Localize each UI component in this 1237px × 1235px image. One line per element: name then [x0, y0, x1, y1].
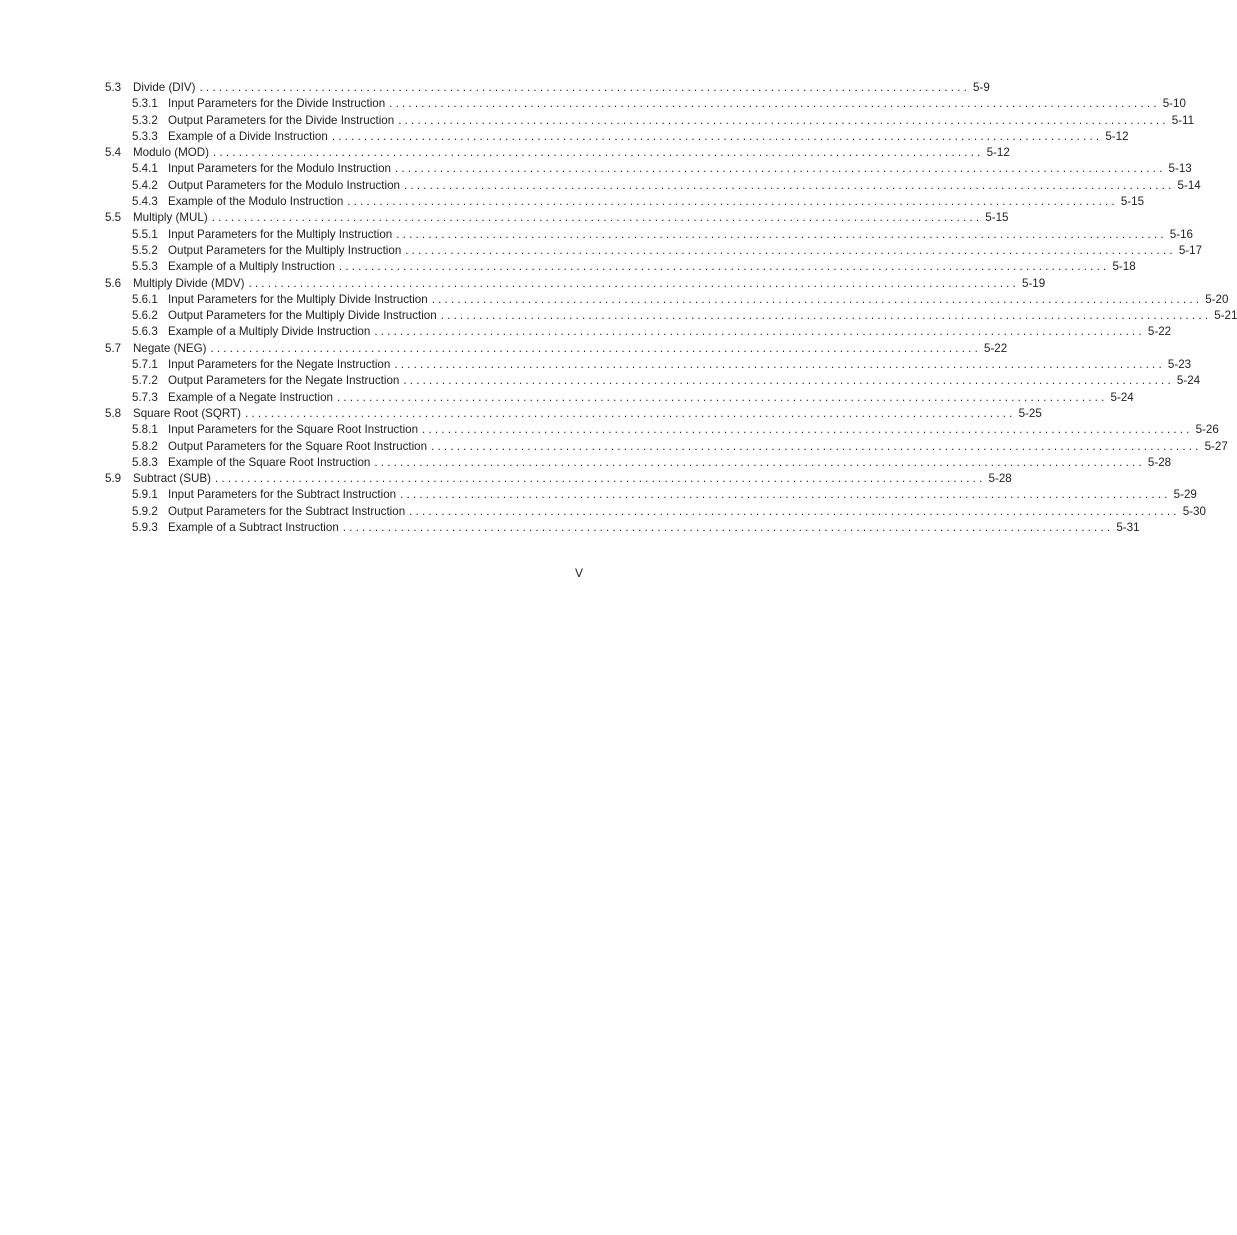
- toc-entry-5-8-3[interactable]: [105, 455, 1172, 471]
- toc-entry-page: 5-21: [1214, 309, 1237, 323]
- toc-entry-5-5[interactable]: [105, 210, 1009, 226]
- toc-entry-title: Example of a Multiply Instruction: [168, 260, 335, 274]
- toc-entry-page: 5-10: [1162, 97, 1186, 111]
- toc-entry-title: Square Root (SQRT): [133, 406, 242, 420]
- toc-entry-page: 5-18: [1112, 260, 1136, 274]
- toc-entry-number: 5.3.3: [132, 129, 158, 143]
- toc-entry-page: 5-13: [1168, 162, 1192, 176]
- toc-entry-5-9-1[interactable]: [105, 487, 1197, 503]
- dot-leader: ........................................................................................................................: [199, 81, 971, 94]
- toc-entry-number: 5.4.3: [132, 195, 158, 209]
- toc-entry-title: Input Parameters for the Modulo Instruction: [168, 162, 391, 176]
- toc-entry-page: 5-20: [1205, 292, 1229, 306]
- toc-entry-number: 5.8.2: [132, 439, 158, 453]
- toc-entry-5-4-3[interactable]: [105, 194, 1145, 210]
- dot-leader: ........................................................................................................................: [400, 488, 1171, 502]
- toc-entry-5-3[interactable]: [105, 80, 990, 96]
- toc-entry-5-5-3[interactable]: [105, 259, 1136, 275]
- toc-entry-page: 5-12: [986, 146, 1010, 160]
- toc-entry-page: 5-27: [1204, 439, 1228, 453]
- dot-leader: ........................................................................................................................: [374, 325, 1145, 339]
- toc-entry-number: 5.7.3: [132, 390, 158, 404]
- toc-entry-number: 5.7.1: [132, 358, 158, 372]
- toc-entry-page: 5-26: [1195, 423, 1219, 437]
- toc-entry-page: 5-22: [1147, 325, 1172, 339]
- toc-entry-number: 5.4.1: [132, 162, 158, 176]
- toc-entry-5-6-2[interactable]: [105, 308, 1237, 324]
- toc-entry-page: 5-29: [1173, 488, 1197, 502]
- toc-entry-number: 5.9.2: [132, 504, 158, 518]
- dot-leader: ........................................................................................................................: [245, 406, 1016, 420]
- toc-entry-title: Example of a Divide Instruction: [168, 129, 328, 143]
- dot-leader: ........................................................................................................................: [405, 243, 1176, 257]
- table-of-contents: [105, 80, 1237, 536]
- dot-leader: ........................................................................................................................: [431, 292, 1203, 306]
- toc-entry-title: Modulo (MOD): [133, 146, 210, 160]
- toc-entry-number: 5.9: [105, 472, 122, 486]
- toc-entry-title: Example of a Multiply Divide Instruction: [168, 325, 371, 339]
- toc-entry-page: 5-31: [1116, 521, 1140, 535]
- toc-entry-title: Multiply Divide (MDV): [133, 276, 245, 290]
- toc-entry-5-4-2[interactable]: [105, 178, 1201, 194]
- toc-entry-title: Negate (NEG): [133, 341, 207, 355]
- dot-leader: ........................................................................................................................: [431, 439, 1202, 453]
- toc-entry-page: 5-15: [1120, 195, 1145, 209]
- page-number: V: [575, 566, 584, 580]
- toc-entry-number: 5.5.2: [132, 243, 158, 257]
- toc-entry-title: Output Parameters for the Square Root Instruction: [168, 439, 428, 453]
- toc-entry-page: 5-9: [973, 81, 990, 94]
- toc-entry-number: 5.4: [105, 146, 122, 160]
- toc-entry-title: Example of a Negate Instruction: [168, 390, 333, 404]
- toc-entry-number: 5.8.1: [132, 423, 158, 437]
- dot-leader: ........................................................................................................................: [211, 211, 983, 225]
- dot-leader: ........................................................................................................................: [331, 129, 1103, 143]
- toc-entry-number: 5.5.1: [132, 227, 158, 241]
- toc-entry-5-6[interactable]: [105, 276, 1046, 292]
- toc-entry-5-9-2[interactable]: [105, 504, 1206, 520]
- dot-leader: ........................................................................................................................: [213, 146, 984, 160]
- dot-leader: ........................................................................................................................: [347, 195, 1118, 209]
- dot-leader: ........................................................................................................................: [342, 521, 1114, 535]
- toc-entry-5-7-2[interactable]: [105, 373, 1201, 389]
- toc-entry-title: Example of a Subtract Instruction: [168, 521, 339, 535]
- toc-entry-number: 5.5.3: [132, 260, 158, 274]
- toc-entry-page: 5-24: [1176, 374, 1201, 388]
- toc-entry-page: 5-15: [985, 211, 1009, 225]
- toc-entry-page: 5-28: [988, 472, 1012, 486]
- toc-entry-number: 5.7.2: [132, 374, 158, 388]
- toc-entry-number: 5.8.3: [132, 455, 158, 469]
- toc-entry-number: 5.7: [105, 341, 122, 355]
- dot-leader: ........................................................................................................................: [338, 260, 1110, 274]
- toc-entry-page: 5-12: [1105, 129, 1129, 143]
- toc-entry-page: 5-22: [984, 341, 1008, 355]
- toc-entry-title: Output Parameters for the Subtract Instruction: [168, 504, 406, 518]
- toc-entry-number: 5.6.2: [132, 309, 158, 323]
- toc-entry-title: Output Parameters for the Multiply Divide Instruction: [168, 309, 437, 323]
- toc-entry-5-4[interactable]: [105, 145, 1010, 161]
- toc-entry-title: Output Parameters for the Divide Instruction: [168, 113, 395, 127]
- toc-entry-5-4-1[interactable]: [105, 161, 1192, 177]
- toc-entry-number: 5.6.3: [132, 325, 158, 339]
- dot-leader: ........................................................................................................................: [404, 178, 1175, 192]
- dot-leader: ........................................................................................................................: [422, 423, 1193, 437]
- toc-entry-title: Example of the Square Root Instruction: [168, 455, 371, 469]
- toc-entry-5-5-1[interactable]: [105, 227, 1194, 243]
- dot-leader: ........................................................................................................................: [403, 374, 1174, 388]
- toc-entry-title: Input Parameters for the Square Root Instruction: [168, 423, 419, 437]
- toc-entry-5-5-2[interactable]: [105, 243, 1203, 259]
- toc-entry-5-7-1[interactable]: [105, 357, 1192, 373]
- toc-entry-title: Divide (DIV): [133, 81, 196, 94]
- toc-entry-5-9-3[interactable]: [105, 520, 1140, 536]
- toc-entry-number: 5.4.2: [132, 178, 158, 192]
- toc-entry-number: 5.5: [105, 211, 122, 225]
- toc-entry-title: Input Parameters for the Negate Instruction: [168, 358, 391, 372]
- dot-leader: ........................................................................................................................: [389, 97, 1160, 111]
- dot-leader: ........................................................................................................................: [214, 472, 986, 486]
- toc-entry-number: 5.8: [105, 406, 122, 420]
- toc-entry-number: 5.6: [105, 276, 122, 290]
- dot-leader: ........................................................................................................................: [248, 276, 1019, 290]
- toc-entry-title: Input Parameters for the Subtract Instruction: [168, 488, 397, 502]
- dot-leader: ........................................................................................................................: [398, 113, 1169, 127]
- dot-leader: ........................................................................................................................: [210, 341, 981, 355]
- toc-entry-title: Input Parameters for the Divide Instruction: [168, 97, 386, 111]
- toc-entry-title: Example of the Modulo Instruction: [168, 195, 344, 209]
- toc-entry-5-8-1[interactable]: [105, 422, 1219, 438]
- toc-entry-page: 5-19: [1022, 276, 1046, 290]
- toc-entry-number: 5.3.1: [132, 97, 158, 111]
- toc-entry-title: Subtract (SUB): [133, 472, 211, 486]
- toc-entry-number: 5.3.2: [132, 113, 158, 127]
- toc-entry-page: 5-24: [1110, 390, 1134, 404]
- dot-leader: ........................................................................................................................: [409, 504, 1180, 518]
- toc-entry-page: 5-23: [1167, 358, 1192, 372]
- toc-entry-5-7[interactable]: [105, 341, 1008, 357]
- toc-entry-title: Input Parameters for the Multiply Instruction: [168, 227, 393, 241]
- toc-entry-page: 5-25: [1018, 406, 1042, 420]
- dot-leader: ........................................................................................................................: [336, 390, 1108, 404]
- toc-entry-title: Output Parameters for the Modulo Instruction: [168, 178, 400, 192]
- toc-entry-5-6-1[interactable]: [105, 292, 1229, 308]
- toc-entry-page: 5-16: [1169, 227, 1194, 241]
- toc-entry-5-3-2[interactable]: [105, 113, 1195, 129]
- dot-leader: ........................................................................................................................: [374, 455, 1145, 469]
- toc-entry-page: 5-30: [1182, 504, 1206, 518]
- toc-entry-number: 5.6.1: [132, 292, 158, 306]
- toc-entry-title: Output Parameters for the Multiply Instruction: [168, 243, 402, 257]
- toc-entry-5-8[interactable]: [105, 406, 1042, 422]
- dot-leader: ........................................................................................................................: [440, 309, 1212, 323]
- toc-entry-number: 5.9.1: [132, 488, 158, 502]
- toc-entry-page: 5-17: [1178, 243, 1203, 257]
- toc-entry-page: 5-14: [1177, 178, 1201, 192]
- toc-entry-title: Output Parameters for the Negate Instruction: [168, 374, 400, 388]
- toc-entry-title: Multiply (MUL): [133, 211, 208, 225]
- dot-leader: ........................................................................................................................: [396, 227, 1167, 241]
- toc-entry-5-7-3[interactable]: [105, 390, 1134, 406]
- toc-entry-5-8-2[interactable]: [105, 439, 1228, 455]
- dot-leader: ........................................................................................................................: [394, 358, 1165, 372]
- dot-leader: ........................................................................................................................: [394, 162, 1166, 176]
- toc-entry-number: 5.3: [105, 81, 122, 94]
- toc-entry-5-3-1[interactable]: [105, 96, 1186, 112]
- toc-entry-5-9[interactable]: [105, 471, 1012, 487]
- toc-entry-5-6-3[interactable]: [105, 324, 1172, 340]
- toc-entry-title: Input Parameters for the Multiply Divide Instruction: [168, 292, 428, 306]
- toc-entry-page: 5-11: [1171, 113, 1195, 127]
- toc-entry-number: 5.9.3: [132, 521, 158, 535]
- toc-entry-page: 5-28: [1147, 455, 1172, 469]
- toc-entry-5-3-3[interactable]: [105, 129, 1129, 145]
